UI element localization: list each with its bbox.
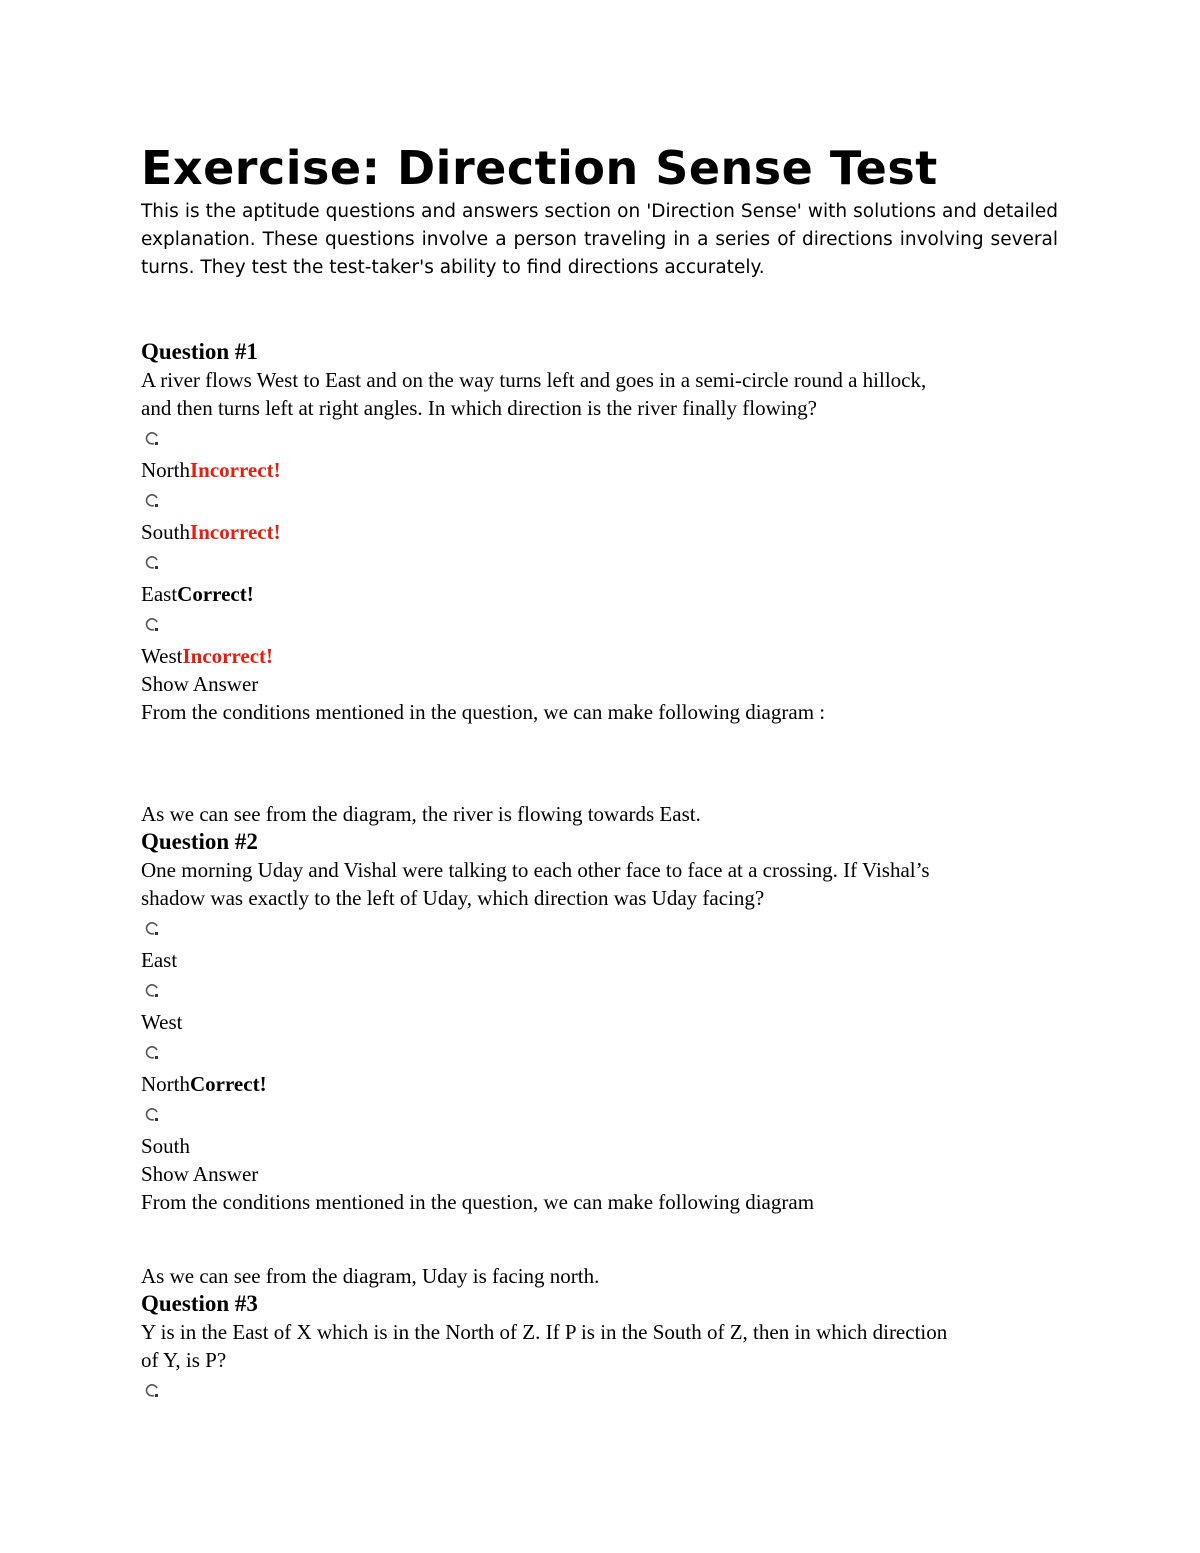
radio-button-icon[interactable] <box>145 493 159 507</box>
conclusion-text: As we can see from the diagram, the river is flowing towards East. <box>141 802 701 826</box>
question-text: Y is in the East of X which is in the North of Z. If P is in the South of Z, then in which direction <box>141 1320 948 1344</box>
option-radio[interactable] <box>141 974 1058 1008</box>
question-text: and then turns left at right angles. In which direction is the river finally flowing? <box>141 396 817 420</box>
option-radio[interactable] <box>141 912 1058 946</box>
option-label: West <box>141 1010 183 1034</box>
radio-button-icon[interactable] <box>145 921 159 935</box>
explanation-text: From the conditions mentioned in the question, we can make following diagram <box>141 1190 815 1214</box>
option-label: NorthIncorrect! <box>141 458 281 482</box>
question-3 <box>141 1290 1058 1408</box>
option-radio[interactable] <box>141 1374 1058 1408</box>
question-heading: Question #2 <box>141 829 258 854</box>
option-label: East <box>141 948 178 972</box>
radio-button-icon[interactable] <box>145 1107 159 1121</box>
feedback-correct: Correct! <box>177 582 254 606</box>
question-2 <box>141 828 1058 1290</box>
option-radio[interactable] <box>141 484 1058 518</box>
diagram-placeholder <box>141 1216 1058 1262</box>
feedback-incorrect: Incorrect! <box>190 458 281 482</box>
question-heading: Question #1 <box>141 339 258 364</box>
feedback-incorrect: Incorrect! <box>182 644 274 668</box>
option-label: SouthIncorrect! <box>141 520 281 544</box>
document-page <box>141 138 1058 1408</box>
conclusion-text: As we can see from the diagram, Uday is facing north. <box>141 1264 600 1288</box>
question-heading: Question #3 <box>141 1291 258 1316</box>
question-text: shadow was exactly to the left of Uday, which direction was Uday facing? <box>141 886 765 910</box>
question-text: of Y, is P? <box>141 1348 227 1372</box>
radio-button-icon[interactable] <box>145 555 159 569</box>
radio-button-icon[interactable] <box>145 617 159 631</box>
option-radio[interactable] <box>141 1098 1058 1132</box>
radio-button-icon[interactable] <box>145 431 159 445</box>
feedback-incorrect: Incorrect! <box>190 520 281 544</box>
radio-button-icon[interactable] <box>145 1383 159 1397</box>
question-text: One morning Uday and Vishal were talking to each other face to face at a crossing. If Vishal’s <box>141 858 930 882</box>
option-radio[interactable] <box>141 422 1058 456</box>
diagram-placeholder <box>141 726 1058 800</box>
explanation-text: From the conditions mentioned in the question, we can make following diagram : <box>141 700 826 724</box>
show-answer-link[interactable]: Show Answer <box>141 672 259 696</box>
option-label: NorthCorrect! <box>141 1072 267 1096</box>
option-radio[interactable] <box>141 1036 1058 1070</box>
radio-button-icon[interactable] <box>145 1045 159 1059</box>
option-radio[interactable] <box>141 546 1058 580</box>
option-label: South <box>141 1134 191 1158</box>
show-answer-link[interactable]: Show Answer <box>141 1162 259 1186</box>
radio-button-icon[interactable] <box>145 983 159 997</box>
option-label: WestIncorrect! <box>141 644 274 668</box>
page-title: Exercise: Direction Sense Test <box>141 141 938 195</box>
option-radio[interactable] <box>141 608 1058 642</box>
feedback-correct: Correct! <box>190 1072 267 1096</box>
option-label: EastCorrect! <box>141 582 254 606</box>
question-text: A river flows West to East and on the way turns left and goes in a semi-circle round a hillock, <box>141 368 927 392</box>
question-1 <box>141 338 1058 828</box>
intro-paragraph: This is the aptitude questions and answers section on 'Direction Sense' with solutions and detailed explanation. These questions involve a person traveling in a series of directions involving several turns. They test the test-taker's ability to find directions accurately. <box>141 201 1058 278</box>
